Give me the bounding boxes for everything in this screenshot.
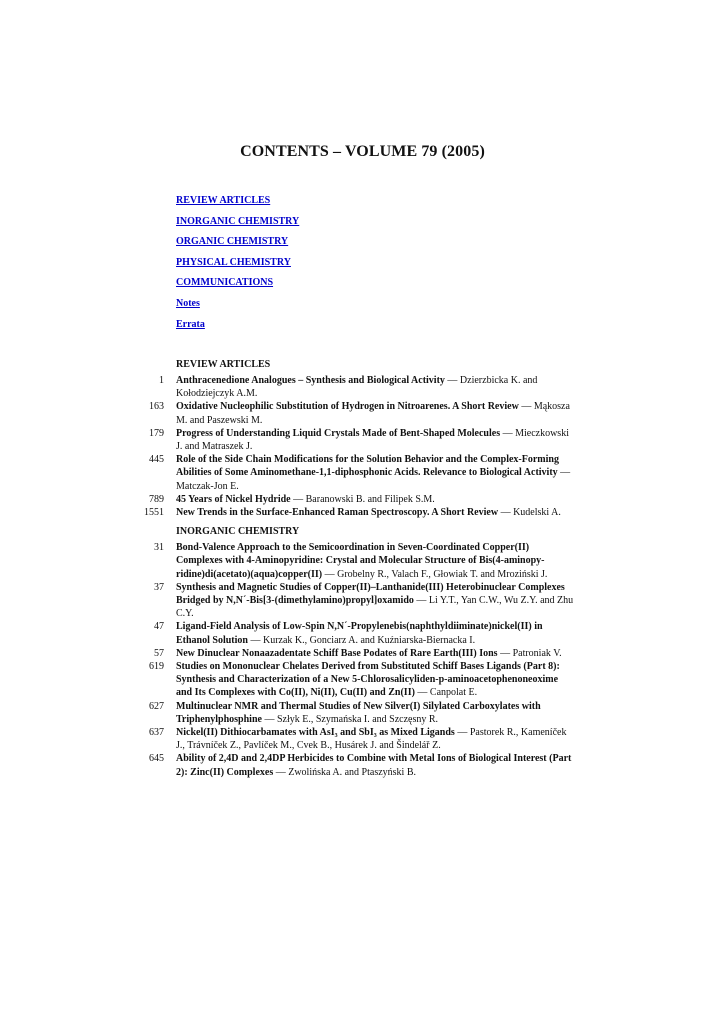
article-authors: Matczak-Jon E. xyxy=(176,480,239,492)
article-entry xyxy=(0,726,725,752)
author-separator: — xyxy=(322,568,338,580)
article-title: 45 Years of Nickel Hydride xyxy=(176,493,291,505)
article-entry xyxy=(0,506,725,519)
article-authors: Li Y.T., Yan C.W., Wu Z.Y. and Zhu C.Y. xyxy=(176,595,574,620)
page-number: 445 xyxy=(149,454,164,466)
page-number: 789 xyxy=(149,493,164,505)
page-number: 57 xyxy=(154,647,164,659)
section-heading: INORGANIC CHEMISTRY xyxy=(176,526,300,538)
article-entry xyxy=(0,700,725,726)
article-entry xyxy=(0,400,725,426)
page-number: 1 xyxy=(159,375,164,386)
author-separator: — xyxy=(290,493,306,505)
author-separator: — xyxy=(261,713,277,725)
author-separator: — xyxy=(414,687,430,699)
article-title: Anthracenedione Analogues – Synthesis and Biological Activity xyxy=(176,375,445,386)
article-authors: Patroniak V. xyxy=(512,647,562,659)
article-title: Nickel(II) Dithiocarbamates with AsI₃ and SbI₃ as Mixed Ligands xyxy=(176,727,455,739)
page-number: 619 xyxy=(149,661,164,673)
article-title: New Trends in the Surface-Enhanced Raman Spectroscopy. A Short Review xyxy=(176,507,499,519)
link-review-articles[interactable]: REVIEW ARTICLES xyxy=(176,195,271,206)
article-title: Ability of 2,4D and 2,4DP Herbicides to Combine with Metal Ions of Biological Interest (Part 2): Zinc(II) Complexes xyxy=(176,753,572,778)
article-title: Role of the Side Chain Modifications for the Solution Behavior and the Complex-Forming Abilities of Some Aminomethane-1,1-diphosphonic Acids. Relevance to Biological Activity xyxy=(176,454,559,479)
author-separator: — xyxy=(454,727,470,739)
author-separator: — xyxy=(444,375,460,386)
author-separator: — xyxy=(498,507,514,519)
article-authors: Kudelski A. xyxy=(513,507,561,519)
author-separator: — xyxy=(413,595,429,607)
page-title: CONTENTS – VOLUME 79 (2005) xyxy=(240,143,485,160)
page-number: 37 xyxy=(154,581,164,593)
author-separator: — xyxy=(497,647,513,659)
article-title: Multinuclear NMR and Thermal Studies of New Silver(I) Silylated Carboxylates with Triphenylphosphine xyxy=(176,700,541,725)
author-separator: — xyxy=(247,634,263,646)
article-entry xyxy=(0,752,725,778)
author-separator: — xyxy=(557,467,571,479)
page-number: 31 xyxy=(154,542,164,554)
article-authors: Baranowski B. and Filipek S.M. xyxy=(305,493,435,505)
article-entry xyxy=(0,581,725,621)
article-entry xyxy=(0,660,725,700)
article-authors: Mieczkowski J. and Matraszek J. xyxy=(176,427,569,453)
article-title: Studies on Mononuclear Chelates Derived from Substituted Schiff Bases Ligands (Part 8): Synthesis and Characterization of a New 5-Chlorosalicyliden-p-aminoacetophenoneoxime and Its Complexes with Co(II), Ni(II), Cu(II) and Zn(II) xyxy=(176,661,560,699)
link-notes[interactable]: Notes xyxy=(176,297,200,309)
article-title: Progress of Understanding Liquid Crystals Made of Bent-Shaped Molecules xyxy=(176,427,501,439)
article-authors: Mąkosza M. and Paszewski M. xyxy=(176,401,570,426)
page-number: 47 xyxy=(154,621,164,633)
author-separator: — xyxy=(518,401,534,413)
article-entry xyxy=(0,493,725,506)
contents-sections xyxy=(0,358,725,779)
article-authors: Pastorek R., Kameníček J., Trávníček Z., Pavlíček M., Cvek B., Husárek J. and Šindelář Z. xyxy=(176,727,567,752)
link-communications[interactable]: COMMUNICATIONS xyxy=(176,277,274,289)
section-links xyxy=(176,195,299,339)
article-authors: Canpolat E. xyxy=(429,687,478,699)
author-separator: — xyxy=(500,427,516,439)
contents-section xyxy=(0,525,725,779)
article-authors: Szłyk E., Szymańska I. and Szczęsny R. xyxy=(276,713,439,725)
page-number: 645 xyxy=(149,753,164,765)
contents-section xyxy=(0,358,725,519)
article-title: Bond-Valence Approach to the Semicoordination in Seven-Coordinated Copper(II) Complexes with 4-Aminopyridine: Crystal and Molecular Structure of Bis(4-aminopy-ridine)di(acetato)(aqua)copper(II) xyxy=(176,542,545,580)
link-organic-chemistry[interactable]: ORGANIC CHEMISTRY xyxy=(176,236,289,248)
article-title: Synthesis and Magnetic Studies of Copper(II)–Lanthanide(III) Heterobinuclear Complexes Bridged by N,N´-Bis[3-(dimethylamino)propyl]oxamido xyxy=(176,581,565,607)
article-entry xyxy=(0,541,725,581)
page-number: 637 xyxy=(149,727,164,739)
article-entry xyxy=(0,427,725,453)
article-authors: Zwolińska A. and Ptaszyński B. xyxy=(288,766,416,778)
article-title: Ligand-Field Analysis of Low-Spin N,N´-Propylenebis(naphthyldiiminate)nickel(II) in Ethanol Solution xyxy=(176,621,543,646)
page-number: 163 xyxy=(149,401,164,413)
section-heading: REVIEW ARTICLES xyxy=(176,359,271,370)
author-separator: — xyxy=(273,766,289,778)
article-entry xyxy=(0,620,725,646)
article-entry xyxy=(0,453,725,493)
article-authors: Dzierzbicka K. and Kołodziejczyk A.M. xyxy=(176,375,538,400)
article-entry xyxy=(0,374,725,400)
article-title: New Dinuclear Nonaazadentate Schiff Base Podates of Rare Earth(III) Ions xyxy=(176,647,498,659)
article-authors: Kurzak K., Gonciarz A. and Kuźniarska-Biernacka I. xyxy=(262,634,476,646)
link-inorganic-chemistry[interactable]: INORGANIC CHEMISTRY xyxy=(176,215,300,227)
article-title: Oxidative Nucleophilic Substitution of Hydrogen in Nitroarenes. A Short Review xyxy=(176,401,519,413)
page-number: 627 xyxy=(149,700,164,712)
article-entry xyxy=(0,647,725,660)
article-authors: Grobelny R., Valach F., Głowiak T. and Mroziński J. xyxy=(337,568,548,580)
page-number: 179 xyxy=(149,427,164,439)
link-physical-chemistry[interactable]: PHYSICAL CHEMISTRY xyxy=(176,256,291,268)
link-errata[interactable]: Errata xyxy=(176,318,205,330)
page-number: 1551 xyxy=(144,507,164,519)
